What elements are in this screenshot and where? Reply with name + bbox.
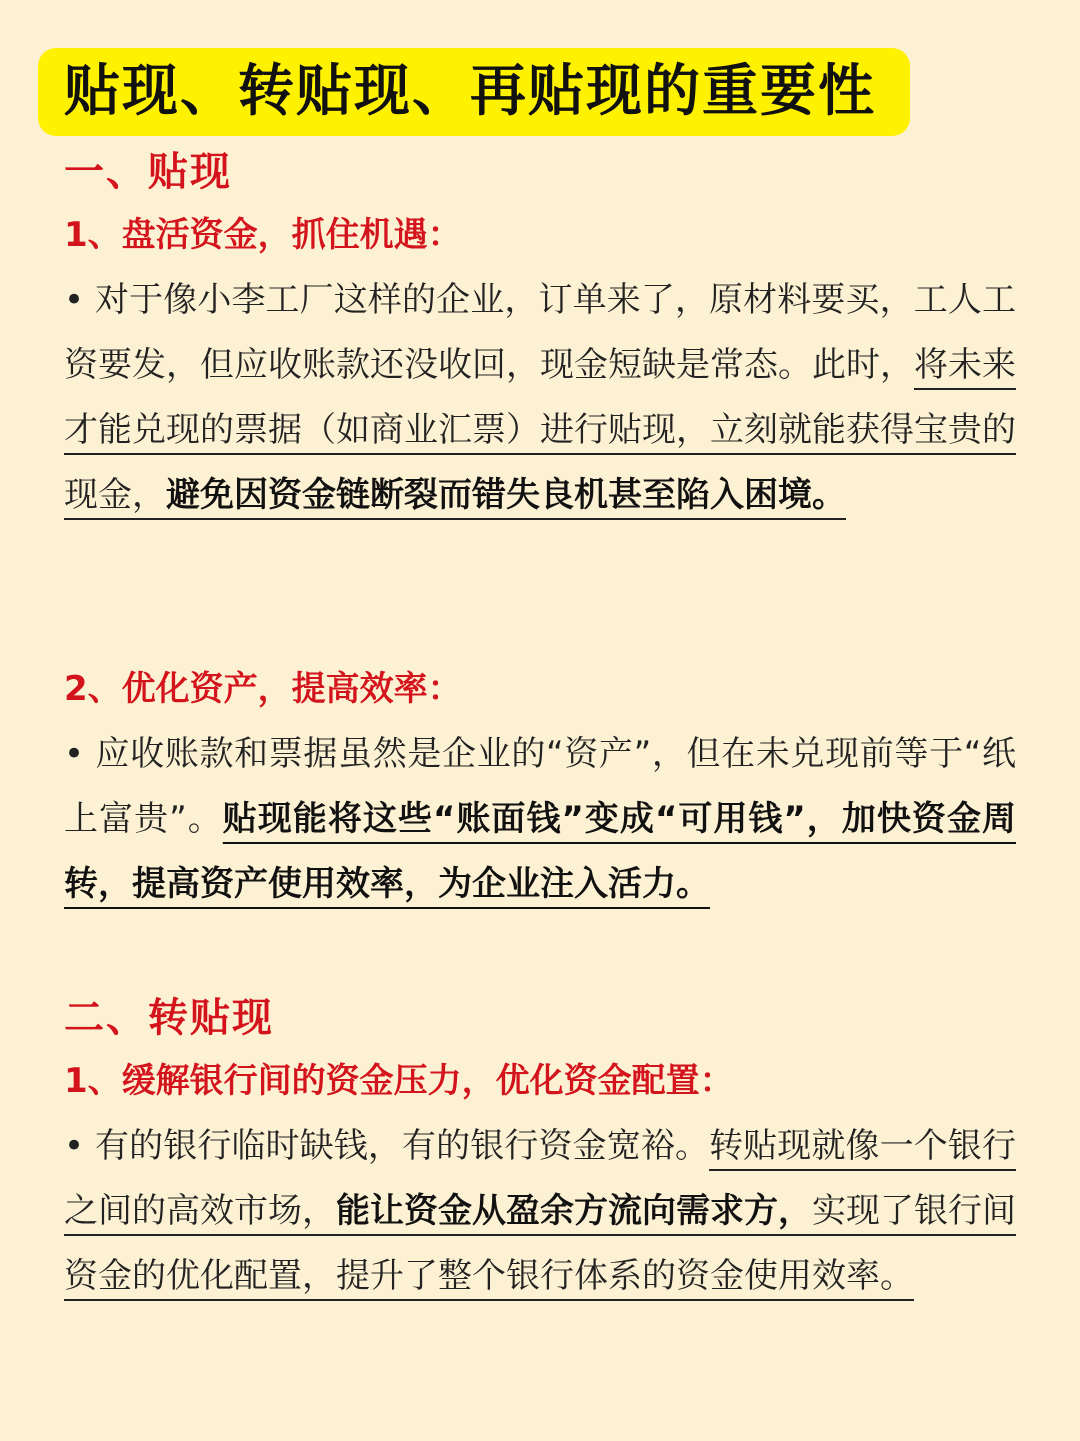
- underlined-plain-text: 将未来才能兑现的票据（如商业汇票）进行贴现，立刻就能获得宝贵的现金，: [64, 345, 1016, 515]
- plain-text: • 对于像小李工厂这样的企业，订单来了，原材料要买，工人工资要发，但应收账款还没收回，现金短缺是常态。此时，: [64, 280, 1016, 385]
- bold-text: 避免因资金链断裂而错失良机甚至陷入困境。: [166, 475, 846, 515]
- page-title: 贴现、转贴现、再贴现的重要性: [64, 59, 876, 124]
- paragraph-ease-pressure: [64, 1114, 1016, 1309]
- bold-text: 能让资金从盈余方流向需求方，: [336, 1191, 812, 1231]
- subheading-optimize-assets: 2、优化资产，提高效率：: [64, 669, 462, 709]
- subheading-revitalize-funds: 1、盘活资金，抓住机遇：: [64, 215, 462, 255]
- underlined-plain-text-end: 实现了银行间资金的优化配置，提升了整个银行体系的资金使用效率。: [64, 1191, 1016, 1296]
- section-heading-rediscount: 二、转贴现: [64, 995, 274, 1041]
- title-highlight: [38, 48, 910, 136]
- section-heading-discount: 一、贴现: [64, 149, 232, 195]
- subheading-ease-pressure: 1、缓解银行间的资金压力，优化资金配置：: [64, 1061, 734, 1101]
- paragraph-revitalize-funds: [64, 268, 1016, 528]
- bold-underlined-text: 贴现能将这些“账面钱”变成“可用钱”，加快资金周转，提高资产使用效率，为企业注入活力。: [64, 799, 1016, 904]
- plain-text: • 有的银行临时缺钱，有的银行资金宽裕。: [64, 1126, 710, 1166]
- paragraph-optimize-assets: [64, 722, 1016, 917]
- underlined-plain-text: 转贴现就像一个银行之间的高效市场，: [64, 1126, 1016, 1231]
- plain-text: • 应收账款和票据虽然是企业的“资产”，但在未兑现前等于“纸上富贵”。: [64, 734, 1016, 839]
